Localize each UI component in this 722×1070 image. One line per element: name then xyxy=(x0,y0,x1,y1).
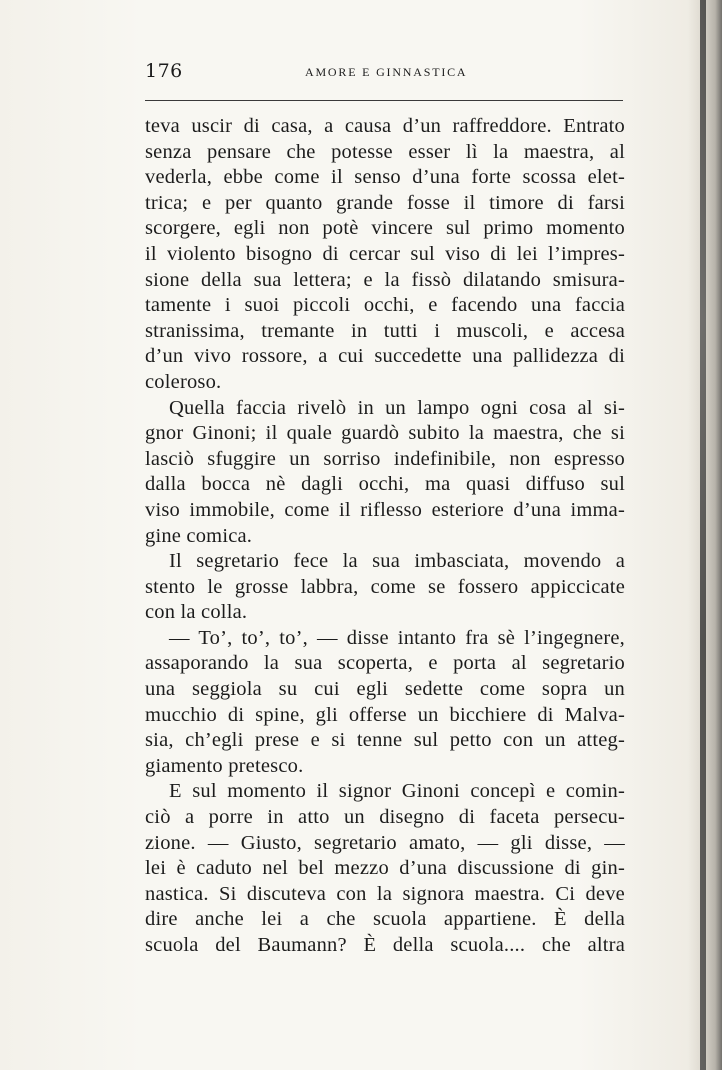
text-line: lei è caduto nel bel mezzo d’una discussione di gin- xyxy=(145,857,625,880)
text-line: una seggiola su cui egli sedette come sopra un xyxy=(145,678,625,701)
text-line: coleroso. xyxy=(145,370,222,393)
text-line: dalla bocca nè dagli occhi, ma quasi diffuso sul xyxy=(145,473,625,496)
text-line: teva uscir di casa, a causa d’un raffreddore. Entrato xyxy=(145,115,625,137)
text-line: gnor Ginoni; il quale guardò subito la maestra, che si xyxy=(145,422,625,445)
running-title: AMORE E GINNASTICA xyxy=(305,65,468,79)
text-line: tamente i suoi piccoli occhi, e facendo una faccia xyxy=(145,294,625,317)
text-line: sione della sua lettera; e la fissò dilatando smisura- xyxy=(145,268,625,291)
paragraph-start-line: Quella faccia rivelò in un lampo ogni cosa al si- xyxy=(169,396,625,419)
text-line: dire anche lei a che scuola appartiene. È della xyxy=(145,908,625,931)
text-line: scorgere, egli non potè vincere sul primo momento xyxy=(145,217,625,240)
header-rule xyxy=(145,100,623,101)
text-line: lasciò sfuggire un sorriso indefinibile, non espresso xyxy=(145,447,625,470)
paragraph-start-line: Il segretario fece la sua imbasciata, movendo a xyxy=(169,550,625,573)
text-line: nastica. Si discuteva con la signora maestra. Ci deve xyxy=(145,882,625,905)
text-line: vederla, ebbe come il senso d’una forte scossa elet- xyxy=(145,166,625,189)
paragraph-start-line: — To’, to’, to’, — disse intanto fra sè l’ingegnere, xyxy=(169,626,625,649)
text-line: gine comica. xyxy=(145,524,253,547)
text-line: assaporando la sua scoperta, e porta al segretario xyxy=(145,652,625,675)
text-line: zione. — Giusto, segretario amato, — gli disse, — xyxy=(145,831,625,854)
page-header xyxy=(145,60,623,86)
text-line: il violento bisogno di cercar sul viso di lei l’impres- xyxy=(145,242,625,265)
text-line: mucchio di spine, gli offerse un bicchiere di Malva- xyxy=(145,703,625,726)
paragraph-start-line: E sul momento il signor Ginoni concepì e comin- xyxy=(169,780,625,803)
text-line: stranissima, tremante in tutti i muscoli, e accesa xyxy=(145,319,625,342)
page-binding-edge xyxy=(700,0,706,1070)
text-line: viso immobile, come il riflesso esteriore d’una imma- xyxy=(145,498,625,521)
text-line: trica; e per quanto grande fosse il timore di farsi xyxy=(145,191,625,214)
text-line: con la colla. xyxy=(145,601,248,624)
page-number: 176 xyxy=(145,60,183,82)
text-line: d’un vivo rossore, a cui succedette una pallidezza di xyxy=(145,345,625,368)
text-line: giamento pretesco. xyxy=(145,754,304,777)
text-line: stento le grosse labbra, come se fossero appiccicate xyxy=(145,575,625,598)
text-line: ciò a porre in atto un disegno di faceta persecu- xyxy=(145,806,625,829)
body-text xyxy=(145,114,625,959)
text-line: scuola del Baumann? È della scuola.... che altra xyxy=(145,934,625,956)
text-line: sia, ch’egli prese e si tenne sul petto con un atteg- xyxy=(145,729,625,752)
text-line: senza pensare che potesse esser lì la maestra, al xyxy=(145,140,625,163)
